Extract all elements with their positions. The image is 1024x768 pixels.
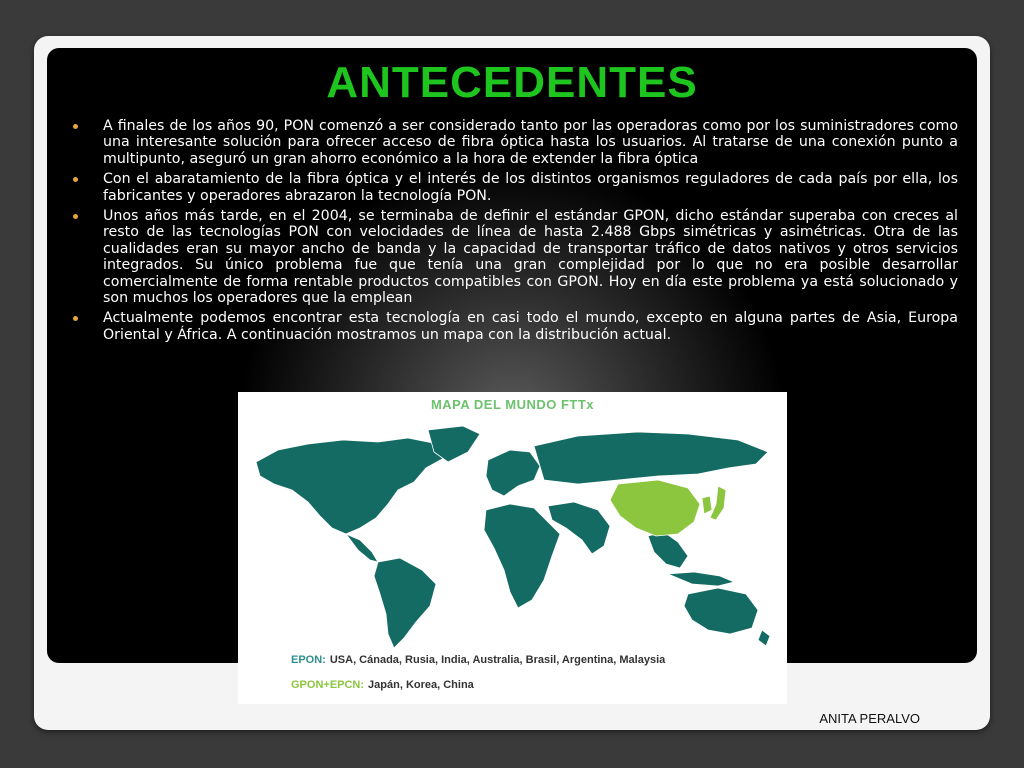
map-europe <box>486 450 540 496</box>
bullet-icon <box>73 177 78 182</box>
bullet-icon <box>73 214 78 219</box>
bullet-item <box>72 118 958 167</box>
map-australia <box>684 588 758 634</box>
bullet-item <box>72 171 958 204</box>
map-north-america <box>256 438 444 534</box>
legend-epon <box>291 654 665 666</box>
map-south-america <box>374 558 436 648</box>
bullet-icon <box>73 124 78 129</box>
world-map <box>248 424 778 652</box>
legend-key: EPON: <box>291 654 326 666</box>
author-footer: ANITA PERALVO <box>819 711 920 726</box>
map-japan <box>710 486 726 520</box>
bullet-text: A finales de los años 90, PON comenzó a ser considerado tanto por las operadoras como por los suministradores como una interesante solución para ofrecer acceso de fibra óptica hasta los usuarios. Al tratarse de una conexión punto a multipunto, aseguró un gran ahorro económico a la hora de extender la fibra óptica <box>103 118 958 167</box>
map-korea <box>702 496 712 514</box>
map-middle-east-india <box>548 502 610 554</box>
bullet-icon <box>73 316 78 321</box>
legend-key: GPON+EPCN: <box>291 679 365 691</box>
map-southeast-asia <box>648 532 688 568</box>
map-new-zealand <box>758 630 770 646</box>
map-africa <box>484 504 560 608</box>
map-title: MAPA DEL MUNDO FTTx <box>430 397 595 412</box>
bullet-item <box>72 310 958 343</box>
legend-value: USA, Cánada, Rusia, India, Australia, Brasil, Argentina, Malaysia <box>329 654 666 666</box>
bullet-item <box>72 208 958 306</box>
map-russia <box>534 432 768 484</box>
slide-title: ANTECEDENTES <box>326 58 698 107</box>
legend-value: Japán, Korea, China <box>368 679 474 691</box>
world-map-image <box>238 392 787 704</box>
bullet-text: Actualmente podemos encontrar esta tecnología en casi todo el mundo, excepto en alguna partes de Asia, Europa Oriental y África. A continuación mostramos un mapa con la distribución actual. <box>103 310 958 343</box>
map-indonesia <box>668 572 734 586</box>
legend-gpon <box>291 679 474 691</box>
map-central-america <box>346 534 378 562</box>
bullet-list <box>72 118 958 347</box>
bullet-text: Unos años más tarde, en el 2004, se terminaba de definir el estándar GPON, dicho estándar superaba con creces al resto de las tecnologías PON con velocidades de línea de hasta 2.488 Gbps simétricas y asimétricas. Otra de las cualidades eran su mayor ancho de banda y la capacidad de transportar tráfico de datos nativos y otros servicios integrados. Su único problema fue que tenía una gran complejidad por lo que no era posible desarrollar comercialmente de forma rentable productos compatibles con GPON. Hoy en día este problema ya está solucionado y son muchos los operadores que la emplean <box>103 208 958 307</box>
bullet-text: Con el abaratamiento de la fibra óptica y el interés de los distintos organismos reguladores de cada país por ella, los fabricantes y operadores abrazaron la tecnología PON. <box>103 171 958 204</box>
map-china <box>610 480 700 536</box>
